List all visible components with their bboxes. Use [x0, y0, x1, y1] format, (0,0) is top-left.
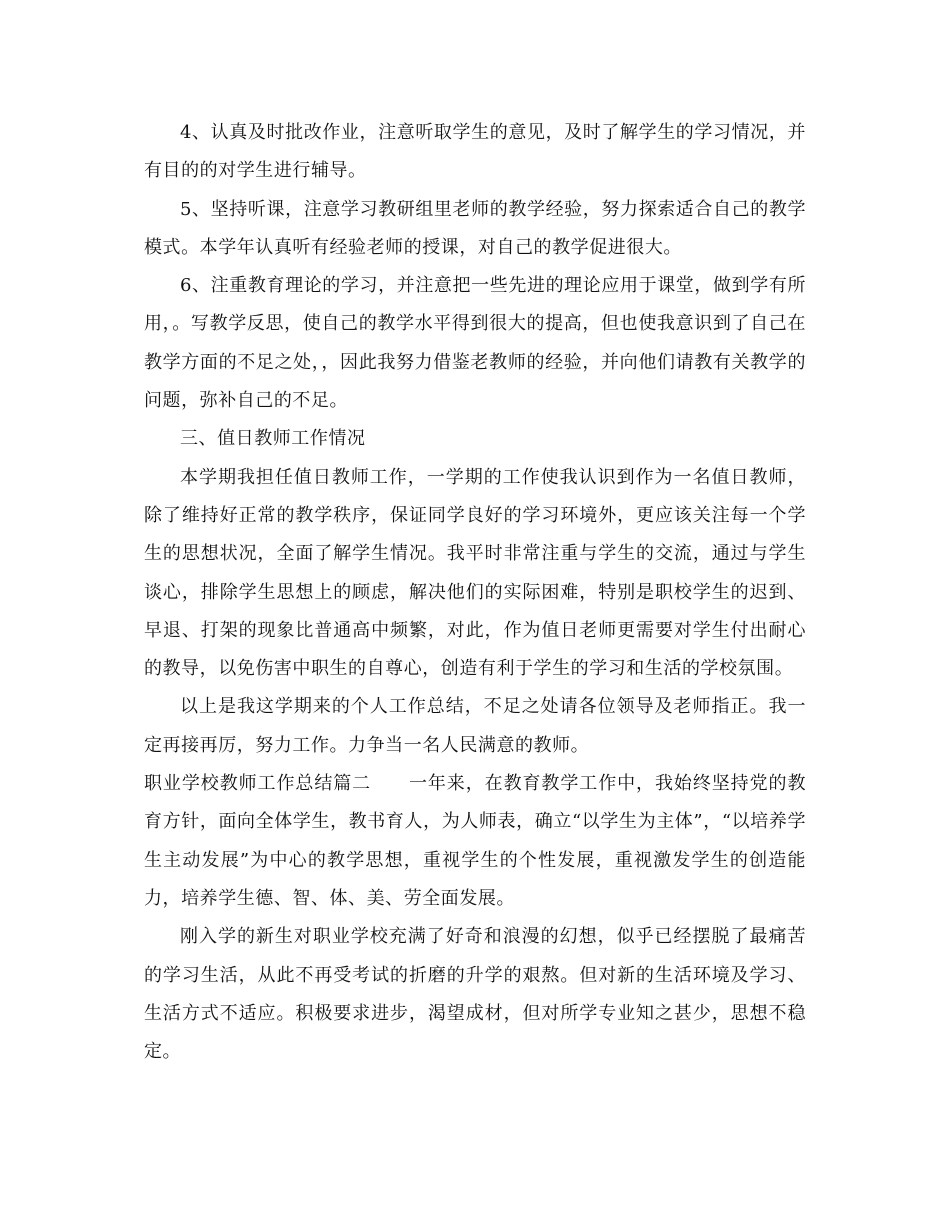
- paragraph-item-6: 6、注重教育理论的学习，并注意把一些先进的理论应用于课堂，做到学有所用，。写教学反思，使自己的教学水平得到很大的提高，但也使我意识到了自己在教学方面的不足之处，，因此我努力借鉴老教师的经验，并向他们请教有关教学的问题，弥补自己的不足。: [144, 275, 806, 412]
- paragraph-summary-closing: 以上是我这学期来的个人工作总结，不足之处请各位领导及老师指正。我一定再接再厉，努力工作。力争当一名人民满意的教师。: [144, 696, 806, 756]
- document-body: [144, 114, 806, 1071]
- paragraph-duty-teacher-work: 本学期我担任值日教师工作，一学期的工作使我认识到作为一名值日教师，除了维持好正常的教学秩序，保证同学良好的学习环境外，更应该关注每一个学生的思想状况，全面了解学生情况。我平时非常注重与学生的交流，通过与学生谈心，排除学生思想上的顾虑，解决他们的实际困难，特别是职校学生的迟到、早退、打架的现象比普通高中频繁，对此，作为值日老师更需要对学生付出耐心的教导，以免伤害中职生的自尊心，创造有利于学生的学习和生活的学校氛围。: [144, 466, 806, 680]
- paragraph-item-4: 4、认真及时批改作业，注意听取学生的意见，及时了解学生的学习情况，并有目的的对学生进行辅导。: [144, 122, 806, 182]
- paragraph-item-5: 5、坚持听课，注意学习教研组里老师的教学经验，努力探索适合自己的教学模式。本学年认真听有经验老师的授课，对自己的教学促进很大。: [144, 198, 806, 258]
- section-heading-duty-teacher: 三、值日教师工作情况: [180, 428, 366, 450]
- paragraph-new-students: 刚入学的新生对职业学校充满了好奇和浪漫的幻想，似乎已经摆脱了最痛苦的学习生活，从此不再受考试的折磨的升学的艰熬。但对新的生活环境及学习、生活方式不适应。积极要求进步，渴望成材，但对所学专业知之甚少，思想不稳定。: [144, 926, 806, 1063]
- paragraph-part-two-intro: 职业学校教师工作总结篇二 一年来，在教育教学工作中，我始终坚持党的教育方针，面向全体学生，教书育人，为人师表，确立“以学生为主体”，“以培养学生主动发展”为中心的教学思想，重视学生的个性发展，重视激发学生的创造能力，培养学生德、智、体、美、劳全面发展。: [144, 773, 806, 909]
